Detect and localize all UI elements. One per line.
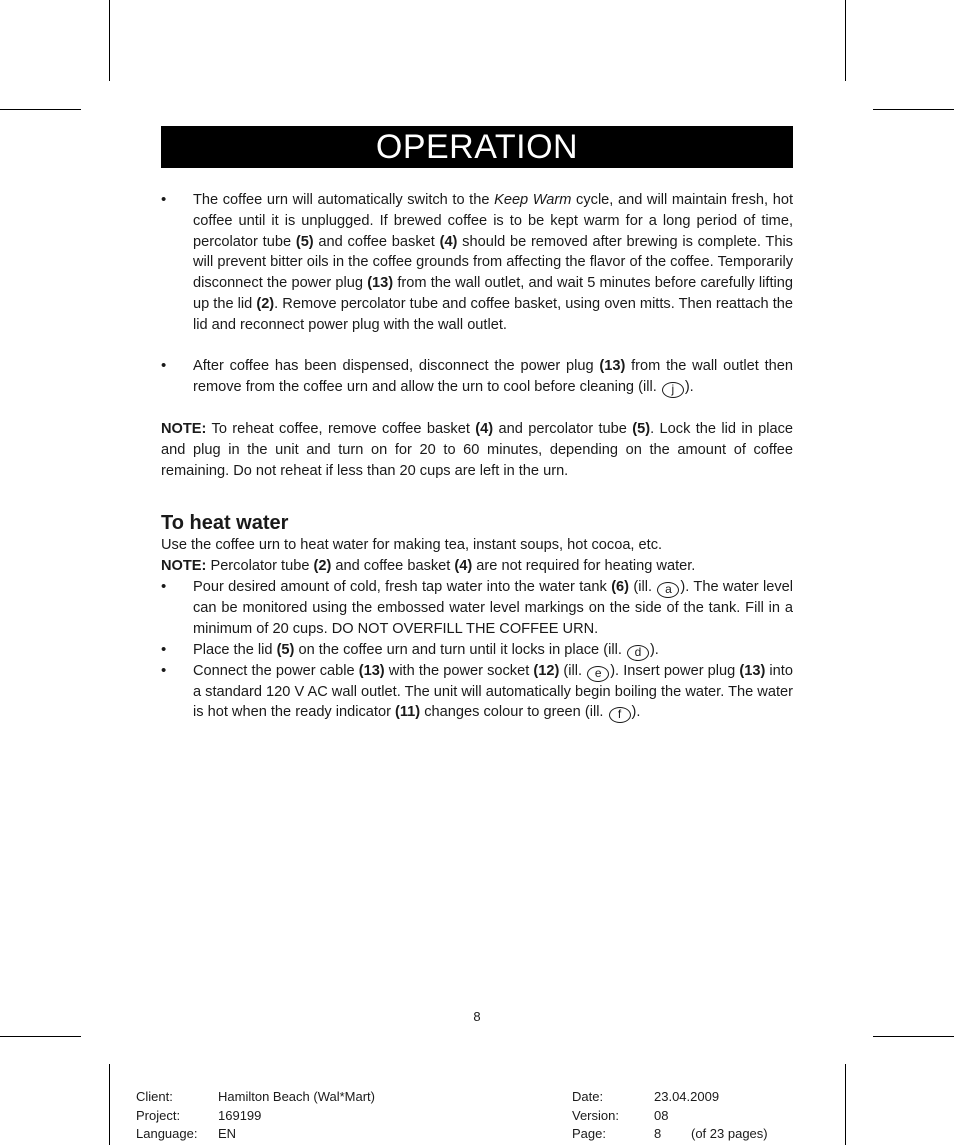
list-item	[161, 356, 793, 398]
crop-mark	[845, 1064, 846, 1145]
bullet-icon: •	[161, 640, 167, 658]
footer-row: Language: EN	[136, 1126, 237, 1141]
paragraph-connect-power: Connect the power cable (13) with the power socket (12) (ill. e ). Insert power plug (13) into a standard 120 V AC wall outlet. The unit will automatically begin boiling the water. The water is hot when the ready indicator (11) changes colour to green (ill. f ).	[193, 662, 793, 722]
list-item	[161, 661, 793, 724]
footer-row: Project: 169199	[136, 1107, 262, 1123]
illustration-ref-icon: d	[627, 645, 649, 661]
crop-mark	[873, 109, 954, 110]
list-item	[161, 577, 793, 640]
illustration-ref-icon: a	[657, 582, 679, 598]
page-title-banner: OPERATION	[161, 126, 793, 168]
paragraph-keep-warm: The coffee urn will automatically switch to the Keep Warm cycle, and will maintain fresh, hot coffee until it is unplugged. If brewed coffee is to be kept warm for a long period of time, percolator tube (5) and coffee basket (4) should be removed after brewing is complete. This will prevent bitter oils in the coffee grounds from affecting the flavor of the coffee. Temporarily disconnect the power plug (13) from the wall outlet, and wait 5 minutes before carefully lifting up the lid (2). Remove percolator tube and coffee basket, using oven mitts. Then reattach the lid and reconnect power plug with the wall outlet.	[193, 192, 793, 333]
illustration-ref-icon: e	[587, 666, 609, 682]
note-reheat: NOTE: To reheat coffee, remove coffee basket (4) and percolator tube (5). Lock the lid in place and plug in the unit and turn on for 20 to 60 minutes, depending on the amount of coffee remaining. Do not reheat if less than 20 cups are left in the urn.	[161, 420, 794, 479]
paragraph-fill-water: Pour desired amount of cold, fresh tap water into the water tank (6) (ill. a ). The water level can be monitored using the embossed water level markings on the side of the tank. Fill in a minimum of 20 cups. DO NOT OVERFILL THE COFFEE URN.	[193, 578, 793, 637]
crop-mark	[873, 1036, 954, 1037]
crop-mark	[845, 0, 846, 81]
footer-row: Version: 08	[572, 1107, 669, 1123]
footer-meta-right	[572, 1088, 768, 1144]
footer-row: Page: 8 (of 23 pages)	[572, 1126, 768, 1141]
bullet-icon: •	[161, 661, 167, 679]
crop-mark	[109, 1064, 110, 1145]
crop-mark	[109, 0, 110, 81]
paragraph-disconnect: After coffee has been dispensed, disconnect the power plug (13) from the wall outlet then remove from the coffee urn and allow the urn to cool before cleaning (ill. j ).	[193, 358, 793, 397]
illustration-ref-icon: j	[662, 382, 684, 398]
list-item	[161, 190, 793, 336]
list-item	[161, 640, 793, 661]
crop-mark	[0, 109, 81, 110]
main-content	[161, 190, 793, 723]
crop-mark	[0, 1036, 81, 1037]
footer-row: Client: Hamilton Beach (Wal*Mart)	[136, 1089, 376, 1104]
paragraph-place-lid: Place the lid (5) on the coffee urn and turn until it locks in place (ill. d ).	[193, 641, 659, 659]
bullet-icon: •	[161, 191, 167, 208]
bullet-icon: •	[161, 357, 167, 375]
footer-row: Date: 23.04.2009	[572, 1089, 720, 1104]
note-heat-water: NOTE: Percolator tube (2) and coffee basket (4) are not required for heating water.	[161, 558, 696, 575]
section-heading: To heat water	[161, 512, 289, 535]
section-intro: Use the coffee urn to heat water for making tea, instant soups, hot cocoa, etc.	[161, 537, 663, 554]
page-number: 8	[473, 1009, 481, 1024]
illustration-ref-icon: f	[609, 707, 631, 723]
footer-meta-left	[136, 1088, 375, 1144]
bullet-icon: •	[161, 577, 167, 595]
